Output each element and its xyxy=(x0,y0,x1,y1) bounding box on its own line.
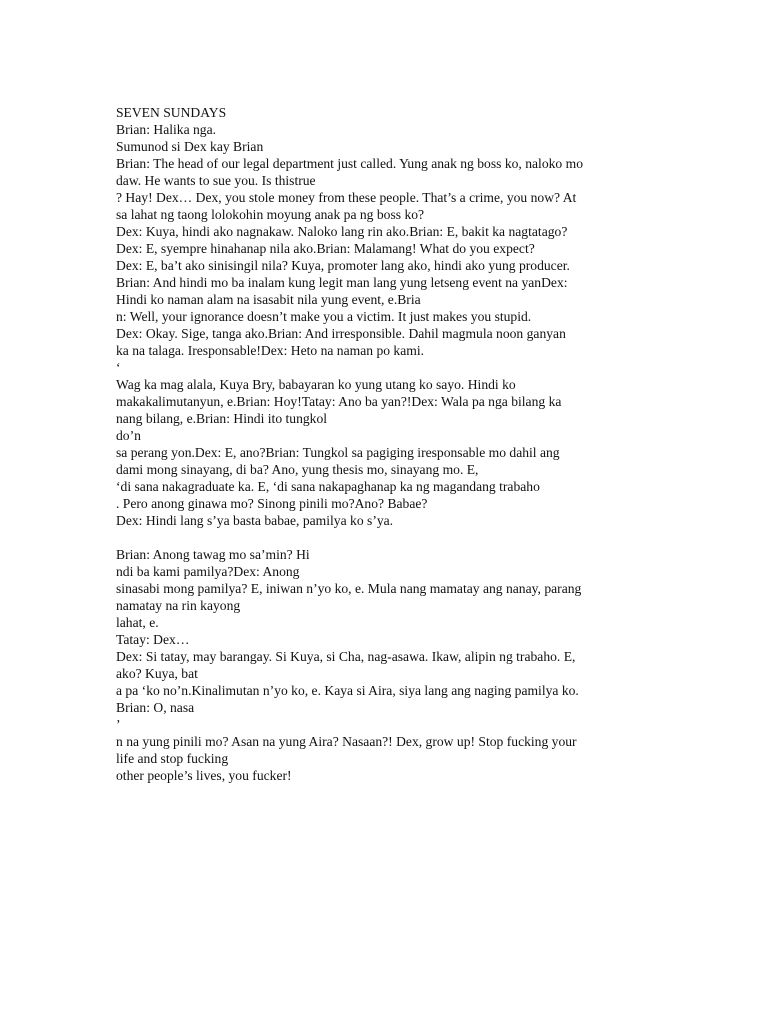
text-line: do’n xyxy=(116,428,141,443)
text-line: Brian: The head of our legal department just called. Yung anak ng boss ko, naloko mo xyxy=(116,156,583,171)
text-line: life and stop fucking xyxy=(116,751,229,766)
text-line: ‘ xyxy=(116,360,121,375)
text-line: Brian: Anong tawag mo sa’min? Hi xyxy=(116,547,310,562)
text-line: Dex: E, ba’t ako sinisingil nila? Kuya, promoter lang ako, hindi ako yung producer. xyxy=(116,258,570,273)
text-line: ako? Kuya, bat xyxy=(116,666,198,681)
text-line: Sumunod si Dex kay Brian xyxy=(116,139,264,154)
text-line: sa perang yon.Dex: E, ano?Brian: Tungkol sa pagiging iresponsable mo dahil ang xyxy=(116,445,560,460)
text-line: dami mong sinayang, di ba? Ano, yung thesis mo, sinayang mo. E, xyxy=(116,462,479,477)
text-line: n na yung pinili mo? Asan na yung Aira? Nasaan?! Dex, grow up! Stop fucking your xyxy=(116,734,577,749)
text-line: . Pero anong ginawa mo? Sinong pinili mo?Ano? Babae? xyxy=(116,496,428,511)
text-line: makakalimutanyun, e.Brian: Hoy!Tatay: Ano ba yan?!Dex: Wala pa nga bilang ka xyxy=(116,394,562,409)
text-line: Brian: And hindi mo ba inalam kung legit man lang yung letseng event na yanDex: xyxy=(116,275,568,290)
text-line: Dex: Kuya, hindi ako nagnakaw. Naloko lang rin ako.Brian: E, bakit ka nagtatago? xyxy=(116,224,568,239)
text-line: n: Well, your ignorance doesn’t make you a victim. It just makes you stupid. xyxy=(116,309,532,324)
text-line: Dex: Hindi lang s’ya basta babae, pamilya ko s’ya. xyxy=(116,513,394,528)
text-line: Dex: Okay. Sige, tanga ako.Brian: And irresponsible. Dahil magmula noon ganyan xyxy=(116,326,566,341)
text-line: Wag ka mag alala, Kuya Bry, babayaran ko yung utang ko sayo. Hindi ko xyxy=(116,377,516,392)
text-line: ? Hay! Dex… Dex, you stole money from these people. That’s a crime, you now? At xyxy=(116,190,577,205)
text-line: Dex: Si tatay, may barangay. Si Kuya, si Cha, nag-asawa. Ikaw, alipin ng trabaho. E, xyxy=(116,649,576,664)
text-line: daw. He wants to sue you. Is thistrue xyxy=(116,173,316,188)
text-line: a pa ‘ko no’n.Kinalimutan n’yo ko, e. Kaya si Aira, siya lang ang naging pamilya ko. xyxy=(116,683,579,698)
text-line: ’ xyxy=(116,717,121,732)
text-line: Brian: Halika nga. xyxy=(116,122,217,137)
text-line: Tatay: Dex… xyxy=(116,632,190,647)
text-line: lahat, e. xyxy=(116,615,159,630)
text-line: namatay na rin kayong xyxy=(116,598,241,613)
text-line: ka na talaga. Iresponsable!Dex: Heto na naman po kami. xyxy=(116,343,425,358)
script-text xyxy=(116,104,656,784)
text-line: Dex: E, syempre hinahanap nila ako.Brian: Malamang! What do you expect? xyxy=(116,241,535,256)
text-line: other people’s lives, you fucker! xyxy=(116,768,292,783)
text-line: ‘di sana nakagraduate ka. E, ‘di sana nakapaghanap ka ng magandang trabaho xyxy=(116,479,540,494)
text-line: Hindi ko naman alam na isasabit nila yung event, e.Bria xyxy=(116,292,421,307)
text-line: ndi ba kami pamilya?Dex: Anong xyxy=(116,564,300,579)
text-line: sa lahat ng taong lolokohin moyung anak pa ng boss ko? xyxy=(116,207,425,222)
text-line xyxy=(116,529,656,546)
text-line: SEVEN SUNDAYS xyxy=(116,105,227,120)
text-line: sinasabi mong pamilya? E, iniwan n’yo ko, e. Mula nang mamatay ang nanay, parang xyxy=(116,581,582,596)
text-line: Brian: O, nasa xyxy=(116,700,195,715)
text-line: nang bilang, e.Brian: Hindi ito tungkol xyxy=(116,411,328,426)
